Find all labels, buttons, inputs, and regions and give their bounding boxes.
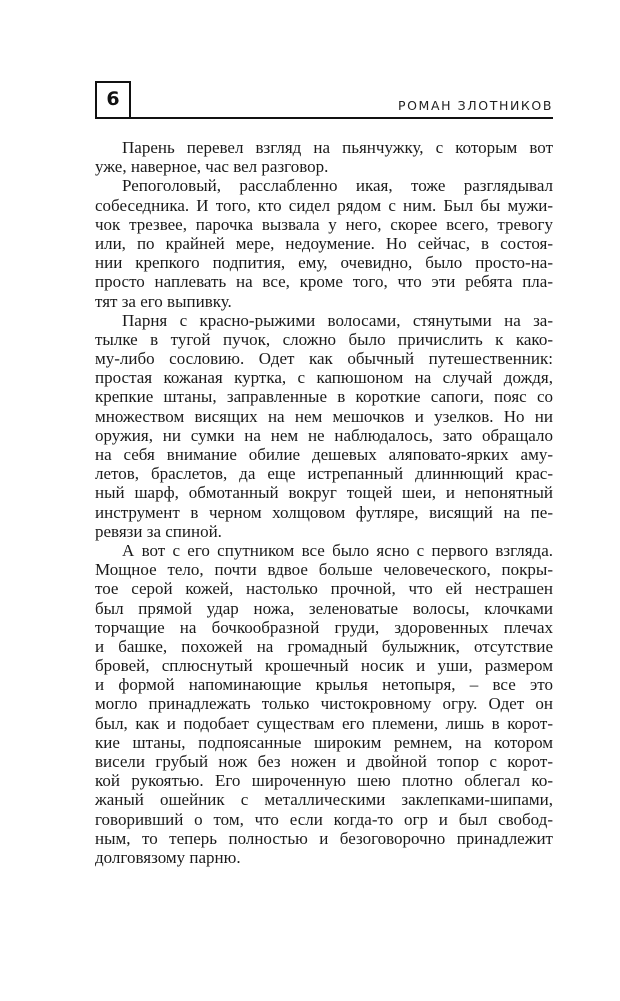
body-text [95,138,553,867]
text-line: на себя внимание обилие дешевых аляповато-ярких аму- [95,445,553,464]
page-number-box [95,81,131,117]
text-line: жаный ошейник с металлическими заклепками-шипами, [95,790,553,810]
text-line: тылке в тугой пучок, сложно было причислить к како- [95,329,553,349]
running-head-author: РОМАН ЗЛОТНИКОВ [397,98,553,113]
text-line: Мощное тело, почти вдвое больше человеческого, покры- [95,560,553,580]
text-line: был прямой удар ножа, зеленоватые волосы, клочками [95,598,553,618]
text-line: кие штаны, подпоясанные широким ремнем, на котором [95,732,553,752]
text-line: му-либо сословию. Одет как обычный путешественник: [95,349,553,369]
paragraph [95,541,553,867]
text-line: и формой напоминающие крылья нетопыря, – все это [95,675,553,695]
text-line: множеством висящих на нем мешочков и узелков. Но ни [95,406,553,426]
paragraph [95,311,553,541]
text-line: оружия, ни сумки на нем не наблюдалось, зато обращало [95,425,553,445]
text-line: тят за его выпивку. [95,291,232,311]
text-line: висели грубый нож без ножен и двойной топор с корот- [95,752,553,771]
page-number: 6 [106,88,120,110]
text-line: Репоголовый, расслабленно икая, тоже разглядывал [122,176,553,196]
text-line: летов, браслетов, да еще истрепанный длиннющий крас- [95,464,553,484]
text-line: кой рукоятью. Его широченную шею плотно облегал ко- [95,771,553,791]
text-line: говоривший о том, что если когда-то огр и был свобод- [95,809,553,829]
paragraph [95,138,553,176]
text-line: или, по крайней мере, недоумение. Но сейчас, в состоя- [95,233,553,253]
paragraph [95,176,553,310]
text-line: ный шарф, обмотанный вокруг тощей шеи, и непонятный [95,483,553,503]
text-line: крепкие штаны, заправленные в короткие сапоги, пояс со [95,387,553,407]
header-rule [95,117,553,119]
text-line: и башке, похожей на громадный булыжник, отсутствие [95,636,553,656]
text-line: Парень перевел взгляд на пьянчужку, с которым вот [122,138,553,157]
text-line: уже, наверное, час вел разговор. [95,157,329,177]
text-line: инструмент в черном холщовом футляре, висящий на пе- [95,502,553,522]
text-line: тое серой кожей, настолько прочной, что ей нестрашен [95,579,553,599]
text-line: могло принадлежать только чистокровному огру. Одет он [95,694,553,714]
text-line: нии крепкого подпития, ему, очевидно, было просто-на- [95,253,553,273]
text-line: собеседника. И того, кто сидел рядом с ним. Был бы мужи- [95,195,553,215]
text-line: торчащие на бочкообразной груди, здоровенных плечах [95,617,553,637]
text-line: был, как и подобает существам его племени, лишь в корот- [95,713,553,733]
text-line: бровей, сплюснутый крошечный носик и уши, размером [95,656,553,676]
text-line: А вот с его спутником все было ясно с первого взгляда. [122,540,553,560]
text-line: чок трезвее, парочка вызвала у него, скорее всего, тревогу [95,214,553,234]
text-line: простая кожаная куртка, с капюшоном на случай дождя, [95,368,553,388]
text-line: ревязи за спиной. [95,521,222,541]
text-line: долговязому парню. [95,847,241,867]
text-line: просто наплевать на все, кроме того, что эти ребята пла- [95,272,553,292]
text-line: Парня с красно-рыжими волосами, стянутыми на за- [122,310,553,330]
text-line: ным, то теперь полностью и безоговорочно принадлежит [95,828,553,848]
